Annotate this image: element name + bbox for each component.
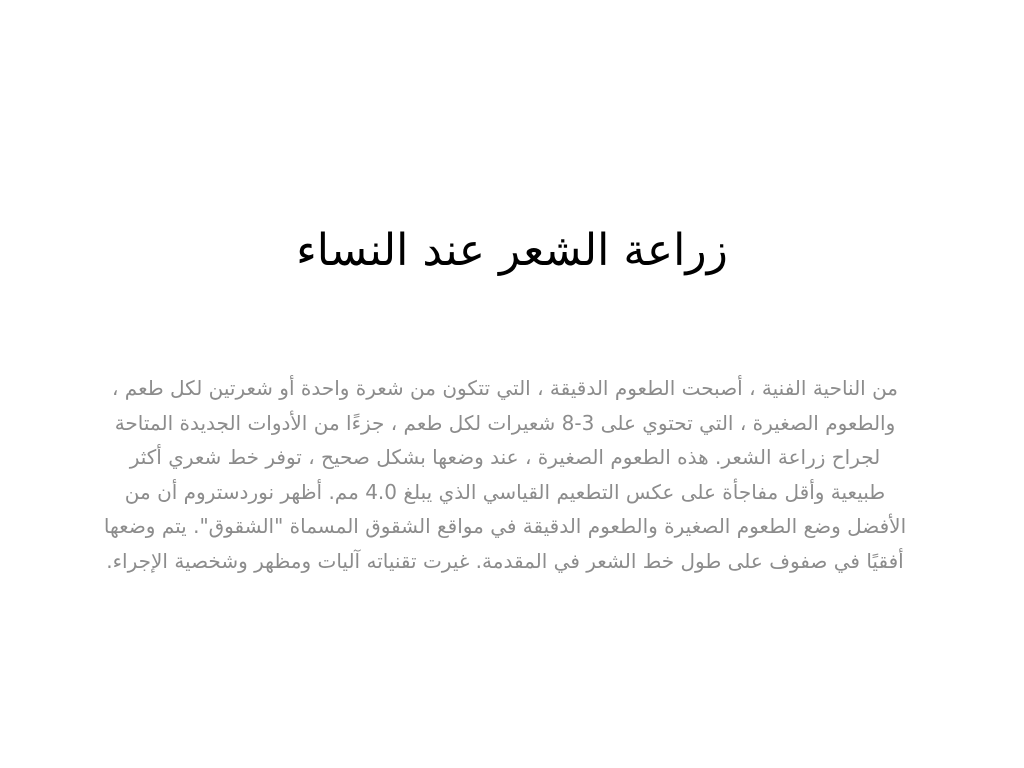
slide-body-text: من الناحية الفنية ، أصبحت الطعوم الدقيقة ، التي تتكون من شعرة واحدة أو شعرتين لكل طعم ، والطعوم الصغيرة ، التي تحتوي على 3-8 شعيرات لكل طعم ، جزءًا من الأدوات الجديدة المتاحة لجراح زراعة الشعر. هذه الطعوم الصغيرة ، عند وضعها بشكل صحيح ، توفر خط شعري أكثر طبيعية وأقل مفاجأة على عكس التطعيم القياسي الذي يبلغ 4.0 مم. أظهر نوردستروم أن من الأفضل وضع الطعوم الصغيرة والطعوم الدقيقة في مواقع الشقوق المسماة "الشقوق". يتم وضعها أفقيًا في صفوف على طول خط الشعر في المقدمة. غيرت تقنياته آليات ومظهر وشخصية الإجراء. <box>103 376 907 573</box>
slide-title: زراعة الشعر عند النساء <box>296 225 728 276</box>
